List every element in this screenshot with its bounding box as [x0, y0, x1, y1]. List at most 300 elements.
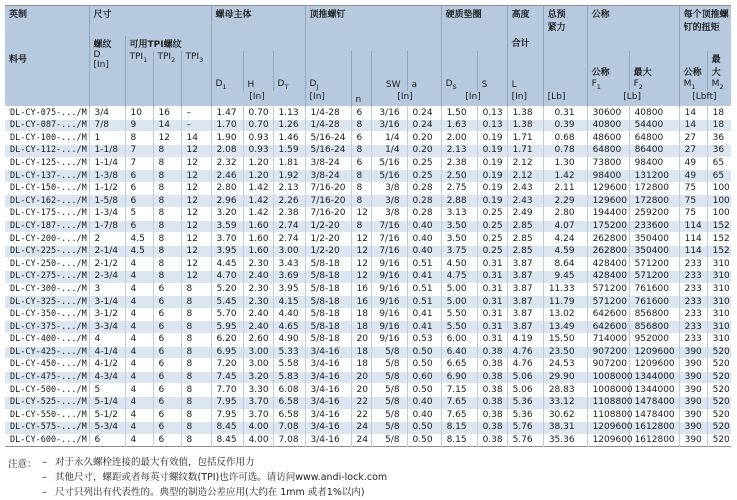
cell: 2.00: [441, 132, 477, 145]
group-total-preload: 总预紧力: [543, 6, 587, 52]
col-header-m1: 公称 $M_1$: [679, 51, 707, 91]
cell: 1/4-28: [305, 119, 351, 132]
cell: 10: [125, 107, 153, 120]
cell: 100: [707, 195, 731, 208]
cell: 3.95: [211, 245, 243, 258]
cell: 4.45: [211, 258, 243, 271]
cell: 5/16-24: [305, 145, 351, 158]
cell: DL-CY-575-.../M: [10, 422, 87, 433]
cell: 1.63: [441, 119, 477, 132]
cell: 2-3/4: [89, 271, 125, 284]
cell: 24: [351, 434, 371, 447]
table-row: [5, 321, 731, 334]
col-header-f2: 最大 $F_2$: [629, 51, 679, 91]
cell: 0.93: [243, 132, 273, 145]
group-nominal-preload: 公称: [587, 6, 679, 52]
cell: 3/8: [371, 195, 407, 208]
cell: 0.13: [477, 119, 507, 132]
table-row: [5, 157, 731, 170]
cell: 36: [707, 145, 731, 158]
cell: 5.00: [441, 283, 477, 296]
cell: 0.38: [477, 422, 507, 435]
cell: 1.60: [243, 233, 273, 246]
cell: 1209600: [629, 359, 679, 372]
cell: 5/8-18: [305, 283, 351, 296]
cell: 12: [181, 233, 211, 246]
cell: 2.46: [211, 170, 243, 183]
cell: 1.50: [441, 107, 477, 120]
cell: 4: [125, 321, 153, 334]
note-text: 其他尺寸，螺距或者每英寸螺纹数(TPI)也许可选。请访问www.andi-lock.com: [55, 472, 388, 484]
cell: 30.62: [543, 409, 587, 422]
cell: 3.43: [273, 258, 305, 271]
cell: 8: [153, 182, 181, 195]
cell: 1209600: [629, 346, 679, 359]
cell: 6.58: [273, 409, 305, 422]
cell: 14: [153, 119, 181, 132]
cell: 4-1/2: [89, 359, 125, 372]
cell: 310: [707, 283, 731, 296]
table-row: [5, 434, 731, 447]
cell: 152: [707, 233, 731, 246]
cell: 3/8-24: [305, 170, 351, 183]
cell: 1.42: [243, 195, 273, 208]
cell: 6: [351, 132, 371, 145]
cell: 15.50: [543, 333, 587, 346]
cell: 0.53: [407, 333, 441, 346]
cell: 7/16: [371, 233, 407, 246]
cell: 390: [679, 346, 707, 359]
cell: 6: [125, 182, 153, 195]
cell: 131200: [629, 170, 679, 183]
cell: 0.38: [477, 396, 507, 409]
cell: 0.40: [407, 409, 441, 422]
cell: 8.15: [441, 422, 477, 435]
cell: 12: [181, 170, 211, 183]
cell: 1.26: [273, 119, 305, 132]
cell: DL-CY-112-.../M: [10, 145, 87, 156]
cell: 0.38: [477, 371, 507, 384]
notes-label: 注意：: [8, 459, 37, 471]
col-header-tpi2: $TPI_2$: [153, 51, 181, 107]
cell: 3.87: [507, 321, 543, 334]
cell: 23.50: [543, 346, 587, 359]
cell: 175200: [587, 220, 629, 233]
cell: 6: [153, 384, 181, 397]
cell: 6.08: [273, 384, 305, 397]
cell: 856800: [629, 308, 679, 321]
cell: 5/16: [371, 157, 407, 170]
cell: 907200: [587, 359, 629, 372]
table-row: [5, 359, 731, 372]
cell: DL-CY-300-.../M: [10, 283, 87, 294]
cell: 1.47: [211, 107, 243, 120]
cell: 2-1/4: [89, 245, 125, 258]
col-header-d1: $D_1$: [211, 51, 243, 91]
table-header: [5, 6, 731, 107]
cell: 2.85: [507, 220, 543, 233]
cell: 8: [181, 346, 211, 359]
cell: 1/4: [371, 145, 407, 158]
cell: 13.02: [543, 308, 587, 321]
cell: 98400: [587, 170, 629, 183]
group-height: 高度 合计: [507, 6, 543, 52]
cell: 1612800: [629, 434, 679, 447]
cell: 3.87: [507, 296, 543, 309]
cell: 1.46: [273, 132, 305, 145]
cell: 6: [153, 371, 181, 384]
cell: 7/16: [371, 245, 407, 258]
cell: 233: [679, 321, 707, 334]
cell: 75: [679, 208, 707, 221]
cell: 3/16: [371, 107, 407, 120]
cell: DL-CY-600-.../M: [10, 435, 87, 446]
table-row: [5, 182, 731, 195]
cell: 2.38: [273, 208, 305, 221]
cell: 1.13: [273, 107, 305, 120]
cell: 6: [125, 170, 153, 183]
cell: 8: [181, 371, 211, 384]
cell: DL-CY-125-.../M: [10, 157, 87, 168]
cell: 0.19: [477, 132, 507, 145]
cell: 0.31: [477, 333, 507, 346]
cell: 8: [181, 308, 211, 321]
cell: DL-CY-150-.../M: [10, 183, 87, 194]
table-row: [5, 422, 731, 435]
cell: 7.95: [211, 409, 243, 422]
cell: 18: [351, 359, 371, 372]
cell: 1108800: [587, 409, 629, 422]
cell: 3.75: [441, 245, 477, 258]
cell: 40800: [629, 107, 679, 120]
cell: 7.65: [441, 409, 477, 422]
cell: 8.45: [211, 422, 243, 435]
cell: 1344000: [629, 384, 679, 397]
cell: 1.60: [243, 245, 273, 258]
group-torque-per-screw: 每个顶推螺钉的扭矩: [679, 6, 731, 52]
col-header-a: a: [407, 51, 441, 91]
cell: 20: [351, 333, 371, 346]
cell: 8: [153, 195, 181, 208]
table-row: [5, 220, 731, 233]
cell: 8: [181, 283, 211, 296]
cell: 7/16: [371, 220, 407, 233]
cell: 0.28: [407, 208, 441, 221]
cell: 5/8-18: [305, 333, 351, 346]
cell: 4.65: [273, 321, 305, 334]
cell: 1344000: [629, 371, 679, 384]
cell: 12: [153, 132, 181, 145]
cell: 262800: [587, 233, 629, 246]
cell: 1008000: [587, 371, 629, 384]
cell: 100: [707, 182, 731, 195]
cell: DL-CY-225-.../M: [10, 246, 87, 257]
cell: 29.90: [543, 371, 587, 384]
cell: 4-1/4: [89, 346, 125, 359]
unit-nut-body-in: [In]: [211, 91, 305, 107]
cell: 5.36: [507, 409, 543, 422]
cell: 2.08: [211, 145, 243, 158]
table-row: [5, 333, 731, 346]
cell: 64800: [629, 132, 679, 145]
cell: 6.20: [211, 333, 243, 346]
cell: 1-1/8: [89, 145, 125, 158]
cell: 4.24: [543, 233, 587, 246]
cell: 2.43: [507, 195, 543, 208]
cell: 4: [125, 333, 153, 346]
cell: 0.39: [543, 119, 587, 132]
unit-m-lbft: [Lbft]: [679, 91, 731, 107]
col-header-ds: $D_S$: [441, 51, 477, 91]
cell: 8: [181, 333, 211, 346]
cell: 0.41: [407, 321, 441, 334]
cell: 16: [351, 283, 371, 296]
cell: 3.00: [243, 359, 273, 372]
table-row: [5, 296, 731, 309]
cell: 1.90: [211, 132, 243, 145]
cell: DL-CY-087-.../M: [10, 120, 87, 131]
cell: 9/16: [371, 258, 407, 271]
cell: 310: [707, 296, 731, 309]
cell: 0.25: [477, 233, 507, 246]
cell: 1612800: [629, 422, 679, 435]
cell: 5/8-18: [305, 258, 351, 271]
cell: 22: [351, 396, 371, 409]
cell: 2.80: [543, 208, 587, 221]
cell: 86400: [629, 145, 679, 158]
cell: 0.20: [407, 132, 441, 145]
cell: 3.50: [441, 220, 477, 233]
cell: 3/4-16: [305, 434, 351, 447]
cell: 0.25: [477, 220, 507, 233]
cell: 3.69: [273, 271, 305, 284]
cell: DL-CY-500-.../M: [10, 384, 87, 395]
cell: 3.00: [273, 245, 305, 258]
cell: 390: [679, 371, 707, 384]
cell: 233: [679, 296, 707, 309]
col-header-n: n: [351, 51, 371, 107]
cell: 3.20: [211, 208, 243, 221]
cell: 8: [153, 170, 181, 183]
cell: 5/8: [371, 384, 407, 397]
cell: 6: [153, 283, 181, 296]
cell: 233: [679, 271, 707, 284]
cell: 1209600: [587, 434, 629, 447]
cell: 6: [153, 396, 181, 409]
cell: 24: [351, 422, 371, 435]
cell: 114: [679, 245, 707, 258]
group-nut-body: 螺母主体: [211, 6, 305, 52]
cell: 100: [707, 208, 731, 221]
cell: 2.88: [441, 195, 477, 208]
cell: DL-CY-375-.../M: [10, 321, 87, 332]
cell: 114: [679, 220, 707, 233]
cell: 0.93: [243, 145, 273, 158]
cell: 3.95: [273, 283, 305, 296]
cell: 8: [351, 119, 371, 132]
unit-f-lb: [Lb]: [587, 91, 679, 107]
cell: 8: [351, 182, 371, 195]
cell: 3/8: [371, 182, 407, 195]
cell: 7.70: [211, 384, 243, 397]
cell: 6: [153, 422, 181, 435]
spec-table: [5, 5, 731, 447]
col-header-tpi-group: 可用TPI螺纹: [125, 36, 211, 51]
cell: 4.50: [441, 258, 477, 271]
cell: 0.38: [477, 384, 507, 397]
cell: 0.40: [407, 245, 441, 258]
cell: 0.31: [477, 296, 507, 309]
cell: 5/8: [371, 422, 407, 435]
table-row: [5, 233, 731, 246]
cell: 4.40: [273, 308, 305, 321]
cell: 310: [707, 333, 731, 346]
cell: 8: [153, 245, 181, 258]
cell: 12: [181, 258, 211, 271]
cell: 310: [707, 271, 731, 284]
cell: 4: [125, 384, 153, 397]
cell: 4: [125, 359, 153, 372]
cell: 73800: [587, 157, 629, 170]
cell: 8: [153, 208, 181, 221]
cell: 5.06: [507, 371, 543, 384]
cell: 5/8: [371, 371, 407, 384]
cell: 12: [351, 245, 371, 258]
cell: 194400: [587, 208, 629, 221]
cell: 0.68: [543, 132, 587, 145]
cell: DL-CY-425-.../M: [10, 346, 87, 357]
cell: 3.30: [243, 384, 273, 397]
cell: 1-1/2: [89, 182, 125, 195]
cell: 3-1/2: [89, 308, 125, 321]
note-bullet: –: [42, 472, 47, 484]
cell: 571200: [629, 271, 679, 284]
cell: 761600: [629, 283, 679, 296]
cell: 3/4: [89, 107, 125, 120]
cell: 16: [153, 107, 181, 120]
cell: DL-CY-525-.../M: [10, 397, 87, 408]
cell: 14: [679, 119, 707, 132]
cell: 1.38: [507, 107, 543, 120]
cell: 0.31: [477, 308, 507, 321]
cell: 0.24: [407, 107, 441, 120]
table-row: [5, 208, 731, 221]
cell: 5.33: [273, 346, 305, 359]
table-row: [5, 371, 731, 384]
cell: 390: [679, 422, 707, 435]
cell: 310: [707, 308, 731, 321]
cell: 27: [679, 132, 707, 145]
cell: 8: [153, 233, 181, 246]
cell: 11.79: [543, 296, 587, 309]
table-body: [5, 107, 731, 447]
cell: 3/4-16: [305, 371, 351, 384]
table-row: [5, 132, 731, 145]
cell: 1.42: [243, 208, 273, 221]
cell: 152: [707, 245, 731, 258]
cell: 75: [679, 182, 707, 195]
cell: 8: [181, 409, 211, 422]
cell: 4: [125, 271, 153, 284]
table-row: [5, 145, 731, 158]
cell: 22: [351, 409, 371, 422]
cell: 761600: [629, 296, 679, 309]
table-row: [5, 283, 731, 296]
cell: 3.70: [211, 233, 243, 246]
unit-preload-lb: [Lb]: [543, 91, 587, 107]
cell: 2.49: [507, 208, 543, 221]
cell: 0.50: [407, 384, 441, 397]
cell: 2.13: [273, 182, 305, 195]
cell: 952000: [629, 333, 679, 346]
cell: 14: [679, 107, 707, 120]
cell: 1.92: [273, 170, 305, 183]
cell: 0.38: [477, 434, 507, 447]
cell: 1008000: [587, 384, 629, 397]
cell: 1108800: [587, 396, 629, 409]
cell: 2.96: [211, 195, 243, 208]
cell: 2.13: [441, 145, 477, 158]
cell: 2.32: [211, 157, 243, 170]
cell: 8: [181, 384, 211, 397]
cell: 9/16: [371, 296, 407, 309]
cell: 2.74: [273, 233, 305, 246]
cell: 7/16-20: [305, 195, 351, 208]
cell: 0.19: [477, 182, 507, 195]
cell: 2.85: [507, 233, 543, 246]
cell: 5/16: [371, 170, 407, 183]
cell: 4: [89, 333, 125, 346]
cell: 2.85: [507, 245, 543, 258]
cell: 8: [351, 145, 371, 158]
cell: 390: [679, 359, 707, 372]
cell: 5/8: [371, 359, 407, 372]
cell: DL-CY-250-.../M: [10, 258, 87, 269]
table-row: [5, 346, 731, 359]
cell: 8: [181, 396, 211, 409]
cell: 7: [125, 157, 153, 170]
cell: 6.65: [441, 359, 477, 372]
cell: 390: [679, 396, 707, 409]
cell: DL-CY-137-.../M: [10, 170, 87, 181]
cell: 9.45: [543, 271, 587, 284]
cell: 4.15: [273, 296, 305, 309]
table-row: [5, 107, 731, 120]
cell: 6.95: [211, 346, 243, 359]
cell: 5.50: [441, 308, 477, 321]
cell: 1-1/4: [89, 157, 125, 170]
cell: 5/8: [371, 346, 407, 359]
cell: 642600: [587, 308, 629, 321]
cell: 428400: [587, 258, 629, 271]
cell: 4.75: [441, 271, 477, 284]
cell: 0.38: [477, 409, 507, 422]
cell: 12: [351, 258, 371, 271]
cell: 310: [707, 258, 731, 271]
cell: 1.59: [273, 145, 305, 158]
cell: 1478400: [629, 396, 679, 409]
cell: 8: [351, 170, 371, 183]
cell: 350400: [629, 233, 679, 246]
cell: DL-CY-450-.../M: [10, 359, 87, 370]
cell: 1-3/4: [89, 208, 125, 221]
cell: 3.20: [243, 371, 273, 384]
cell: 65: [707, 170, 731, 183]
cell: DL-CY-100-.../M: [10, 132, 87, 143]
group-imperial: 英制: [5, 6, 89, 52]
cell: 7/16-20: [305, 182, 351, 195]
cell: 3: [89, 283, 125, 296]
